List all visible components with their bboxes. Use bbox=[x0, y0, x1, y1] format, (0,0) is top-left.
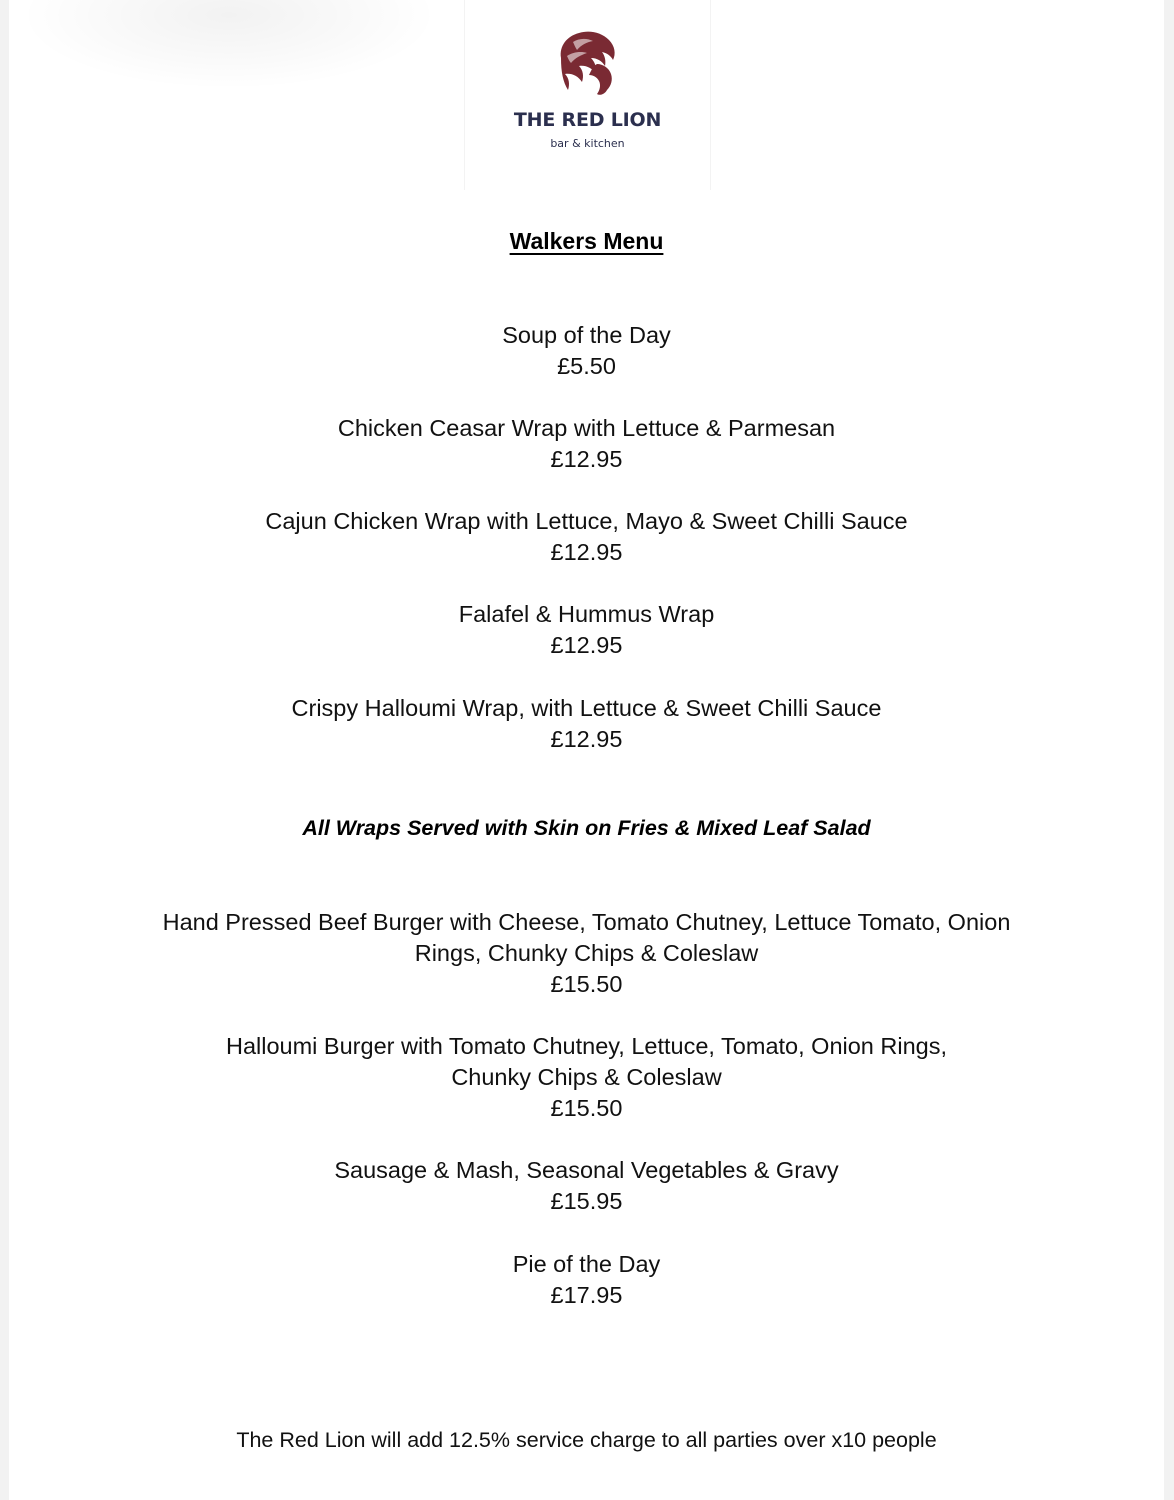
lion-head-icon bbox=[553, 28, 619, 98]
menu-item-price: £15.50 bbox=[550, 971, 623, 997]
menu-item-price: £12.95 bbox=[550, 726, 623, 752]
menu-item bbox=[9, 1031, 1164, 1124]
menu-item-name: Sausage & Mash, Seasonal Vegetables & Gravy bbox=[334, 1157, 839, 1183]
menu-item-price: £15.50 bbox=[550, 1095, 623, 1121]
menu-item-name: Chicken Ceasar Wrap with Lettuce & Parmesan bbox=[337, 415, 836, 441]
menu-item-name: Soup of the Day bbox=[502, 322, 671, 348]
menu-item-price: £17.95 bbox=[550, 1282, 623, 1308]
menu-item-name: Crispy Halloumi Wrap, with Lettuce & Sweet Chilli Sauce bbox=[291, 695, 882, 721]
brand-name: THE RED LION bbox=[513, 109, 662, 131]
menu-item-price: £5.50 bbox=[557, 353, 616, 379]
menu-item bbox=[9, 907, 1164, 1000]
menu-item bbox=[9, 599, 1164, 661]
menu-item bbox=[9, 320, 1164, 382]
menu-item-price: £15.95 bbox=[550, 1188, 623, 1214]
brand-logo bbox=[464, 0, 711, 190]
menu-item-name: Pie of the Day bbox=[512, 1251, 661, 1277]
menu-item-price: £12.95 bbox=[550, 632, 623, 658]
menu-page bbox=[9, 0, 1164, 1500]
service-charge-note: The Red Lion will add 12.5% service charge to all parties over x10 people bbox=[236, 1428, 937, 1452]
menu-item-name: Halloumi Burger with Tomato Chutney, Lettuce, Tomato, Onion Rings, bbox=[225, 1033, 948, 1059]
menu-item-name-line2: Rings, Chunky Chips & Coleslaw bbox=[414, 940, 759, 966]
menu-item-price: £12.95 bbox=[550, 539, 623, 565]
menu-item-name: Falafel & Hummus Wrap bbox=[458, 601, 715, 627]
wraps-note: All Wraps Served with Skin on Fries & Mixed Leaf Salad bbox=[302, 816, 871, 840]
menu-item-name: Hand Pressed Beef Burger with Cheese, Tomato Chutney, Lettuce Tomato, Onion bbox=[162, 909, 1011, 935]
brand-tagline: bar & kitchen bbox=[550, 137, 625, 150]
menu-item bbox=[9, 413, 1164, 475]
menu-item-price: £12.95 bbox=[550, 446, 623, 472]
menu-item bbox=[9, 1249, 1164, 1311]
menu-item bbox=[9, 1155, 1164, 1217]
menu-item bbox=[9, 693, 1164, 755]
page-shadow bbox=[19, 0, 439, 90]
menu-title: Walkers Menu bbox=[509, 228, 664, 254]
menu-item-name-line2: Chunky Chips & Coleslaw bbox=[451, 1064, 722, 1090]
menu-item bbox=[9, 506, 1164, 568]
menu-item-name: Cajun Chicken Wrap with Lettuce, Mayo & Sweet Chilli Sauce bbox=[265, 508, 908, 534]
